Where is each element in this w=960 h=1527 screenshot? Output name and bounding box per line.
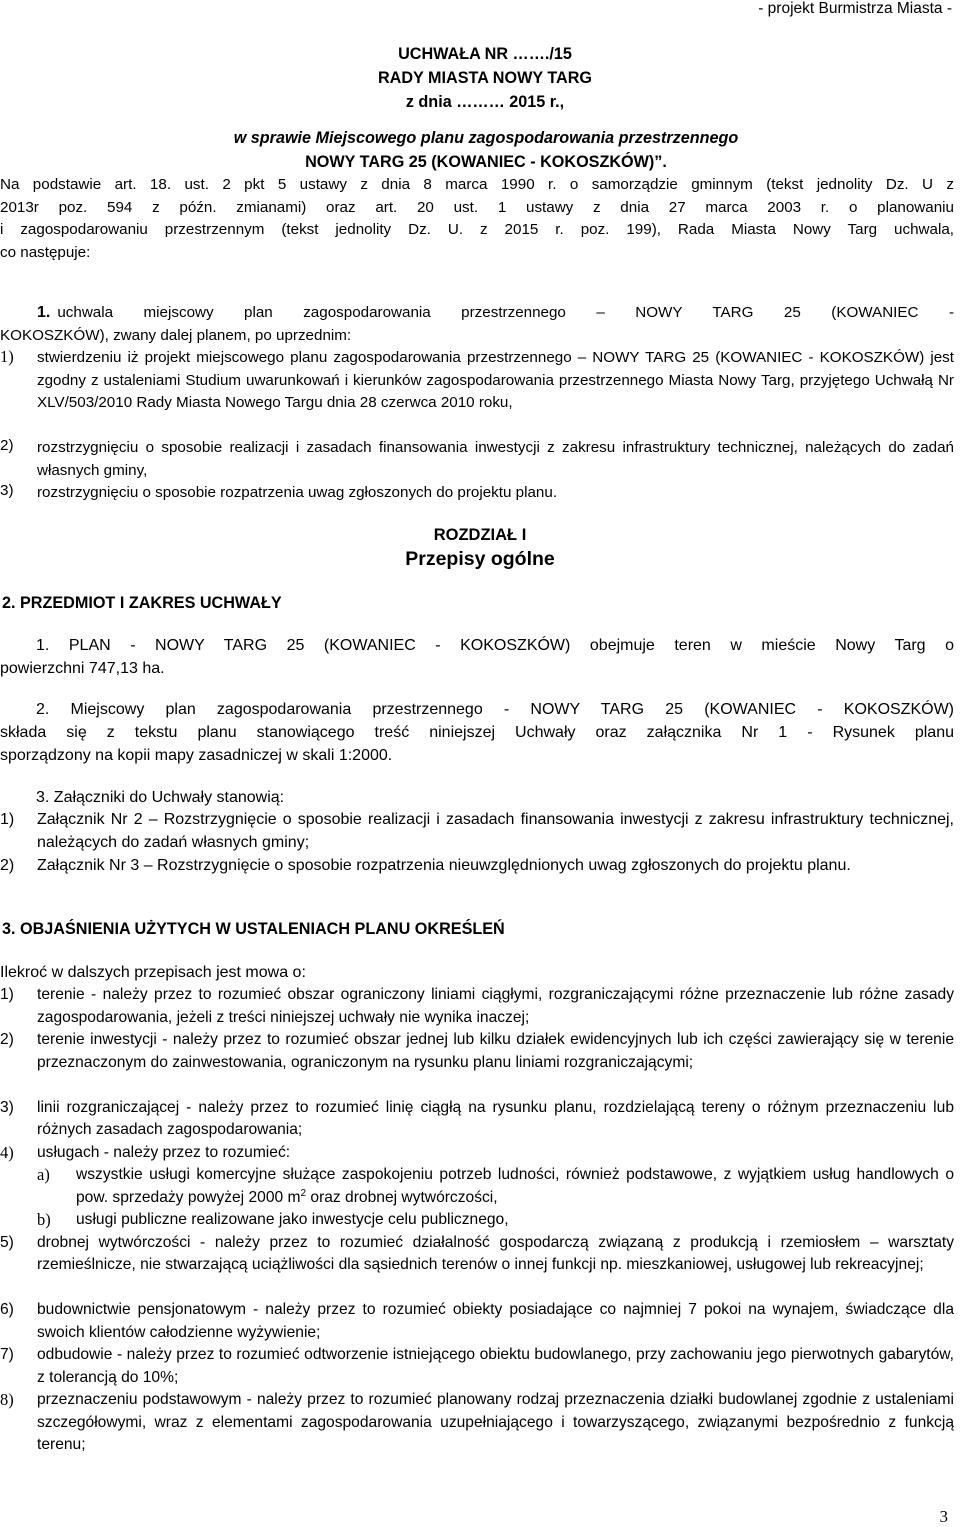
section-3-intro: Ilekroć w dalszych przepisach jest mowa o: bbox=[0, 964, 306, 981]
definition-item bbox=[0, 1389, 954, 1457]
superscript: 2 bbox=[300, 1187, 307, 1199]
item-text: odbudowie - należy przez to rozumieć odtworzenie istniejącego obiektu budowlanego, przy zachowaniu jego pierwotnych gabarytów, z tolerancją do 10%; bbox=[37, 1346, 954, 1386]
item-number: 7) bbox=[0, 1346, 14, 1363]
definitions-list bbox=[0, 984, 954, 1457]
p2-line-2: składa się z tekstu planu stanowiącego treść niniejszej Uchwały oraz załącznika Nr 1 - Rysunek planu bbox=[0, 724, 954, 741]
section-1-intro bbox=[0, 302, 954, 347]
item-text: Załącznik Nr 2 – Rozstrzygnięcie o sposobie realizacji i zasadach finansowania inwestycji z zakresu infrastruktury technicznej, należących do zadań własnych gminy; bbox=[37, 811, 954, 851]
definition-item bbox=[0, 1097, 954, 1142]
subitem-text: usługi publiczne realizowane jako inwestycje celu publicznego, bbox=[76, 1211, 509, 1228]
item-text: Załącznik Nr 3 – Rozstrzygnięcie o sposobie rozpatrzenia nieuwzględnionych uwag zgłoszonych do projektu planu. bbox=[37, 857, 851, 874]
subitem-text-part: oraz drobnej wytwórczości, bbox=[306, 1188, 498, 1206]
section-1-item-1 bbox=[0, 347, 954, 437]
item-text: rozstrzygnięciu o sposobie realizacji i zasadach finansowania inwestycji z zakresu infrastruktury technicznej, należących do zadań własnych gminy, bbox=[37, 439, 954, 479]
p2-line-1: 2. Miejscowy plan zagospodarowania przestrzennego - NOWY TARG 25 (KOWANIEC - KOKOSZKÓW) bbox=[36, 701, 954, 718]
chapter-label: ROZDZIAŁ I bbox=[433, 526, 527, 544]
section-2-paragraph-1 bbox=[0, 634, 954, 680]
item-number: 2) bbox=[0, 1031, 14, 1048]
section-2-heading: 2. PRZEDMIOT I ZAKRES UCHWAŁY bbox=[2, 594, 282, 612]
section-1-line-1: uchwala miejscowy plan zagospodarowania przestrzennego – NOWY TARG 25 (KOWANIEC - bbox=[57, 304, 954, 321]
item-number: 4) bbox=[0, 1142, 14, 1162]
chapter-heading bbox=[0, 524, 960, 571]
preamble-line-4: co następuje: bbox=[0, 243, 91, 261]
item-text: budownictwie pensjonatowym - należy przez to rozumieć obiekty posiadające co najmniej 7 pokoi na wynajem, świadczące dla swoich klientów całodzienne wyżywienie; bbox=[37, 1301, 954, 1341]
item-text: drobnej wytwórczości - należy przez to rozumieć działalność gospodarczą związaną z produkcją i rzemiosłem – warsztaty rzemieślnicze, nie stwarzającą uciążliwości dla sąsiednich terenów o innej funkcji np. mieszkaniowej, usługowej lub rekreacyjnej; bbox=[37, 1233, 954, 1273]
section-1-first-line bbox=[0, 302, 954, 325]
section-3-heading: 3. OBJAŚNIENIA UŻYTYCH W USTALENIACH PLANU OKREŚLEŃ bbox=[2, 920, 505, 938]
project-note: - projekt Burmistrza Miasta - bbox=[758, 0, 952, 17]
definition-item bbox=[0, 1344, 954, 1389]
item-text: przeznaczeniu podstawowym - należy przez to rozumieć planowany rodzaj przeznaczenia działki budowlanej zgodnie z ustaleniami szczegółowymi, wraz z elementami zagospodarowania uzupełniającego i towarzyszącego, związanymi bezpośrednio z funkcją terenu; bbox=[37, 1391, 954, 1453]
subitem-text bbox=[76, 1164, 954, 1209]
item-number: 5) bbox=[0, 1233, 14, 1251]
definition-item bbox=[0, 1299, 954, 1344]
section-2-paragraph-3-intro: 3. Załączniki do Uchwały stanowią: bbox=[36, 789, 285, 806]
p1-line-1: 1. PLAN - NOWY TARG 25 (KOWANIEC - KOKOSZKÓW) obejmuje teren w mieście Nowy Targ o bbox=[36, 637, 954, 654]
subitem-text-part: wszystkie usługi komercyjne służące zaspokojeniu potrzeb ludności, również podstawowe, z wyjątkiem usług handlowych o pow. sprzedaży powyżej 2000 m bbox=[76, 1166, 954, 1206]
item-text: linii rozgraniczającej - należy przez to rozumieć linię ciągłą na rysunku planu, rozdzielającą tereny o różnym przeznaczeniu lub różnych zasadach zagospodarowania; bbox=[37, 1098, 954, 1138]
subject-line-1: w sprawie Miejscowego planu zagospodarowania przestrzennego bbox=[233, 129, 739, 147]
item-text: terenie inwestycji - należy przez to rozumieć obszar jednej lub kilku działek ewidencyjnych lub ich części zawierający się w terenie przeznaczonym do zainwestowania, ograniczonym na rysunku planu liniami rozgraniczającymi; bbox=[37, 1031, 954, 1071]
preamble-line-3: i zagospodarowaniu przestrzennym (tekst jednolity Dz. U. z 2015 r. poz. 199), Rada Miasta Nowy Targ uchwala, bbox=[0, 221, 954, 238]
title-line-number: UCHWAŁA NR ……./15 bbox=[398, 45, 572, 63]
p2-line-3: sporządzony na kopii mapy zasadniczej w skali 1:2000. bbox=[0, 747, 393, 764]
section-2-attachment-2 bbox=[0, 854, 954, 900]
item-number: 8) bbox=[0, 1390, 14, 1409]
preamble-line-1: Na podstawie art. 18. ust. 2 pkt 5 ustawy z dnia 8 marca 1990 r. o samorządzie gminnym (tekst jednolity Dz. U z bbox=[0, 176, 954, 193]
item-text: rozstrzygnięciu o sposobie rozpatrzenia uwag zgłoszonych do projektu planu. bbox=[37, 484, 558, 501]
chapter-title: Przepisy ogólne bbox=[405, 548, 555, 570]
definition-subitem bbox=[0, 1164, 954, 1209]
definition-subitem bbox=[0, 1209, 954, 1232]
p1-line-2: powierzchni 747,13 ha. bbox=[0, 660, 165, 677]
preamble-line-2: 2013r poz. 594 z późn. zmianami) oraz art. 20 ust. 1 ustawy z dnia 27 marca 2003 r. o planowaniu bbox=[0, 198, 954, 216]
definition-item bbox=[0, 1232, 954, 1300]
page-number: 3 bbox=[939, 1507, 948, 1526]
item-number: 6) bbox=[0, 1301, 14, 1318]
section-1-line-2: KOKOSZKÓW), zwany dalej planem, po uprzednim: bbox=[0, 326, 352, 344]
item-text: stwierdzeniu iż projekt miejscowego planu zagospodarowania przestrzennego – NOWY TARG 25 (KOWANIEC - KOKOSZKÓW) jest zgodny z ustaleniami Studium uwarunkowań i kierunków zagospodarowania przestrzennego Miasta Nowy Targ, przyjętego Uchwałą Nr XLV/503/2010 Rady Miasta Nowego Targu dnia 28 czerwca 2010 roku, bbox=[37, 349, 954, 411]
definition-item bbox=[0, 984, 954, 1029]
subitem-letter: b) bbox=[37, 1210, 51, 1229]
section-2-attachment-1 bbox=[0, 808, 954, 854]
item-number: 2) bbox=[0, 857, 15, 874]
section-1-number: 1. bbox=[37, 304, 51, 321]
resolution-title bbox=[0, 42, 960, 114]
subject-line-2: NOWY TARG 25 (KOWANIEC - KOKOSZKÓW)”. bbox=[305, 153, 667, 171]
subitem-letter: a) bbox=[37, 1165, 50, 1184]
item-number: 1) bbox=[0, 986, 14, 1003]
title-line-date: z dnia ……… 2015 r., bbox=[405, 93, 565, 111]
definition-item bbox=[0, 1029, 954, 1097]
item-text: terenie - należy przez to rozumieć obszar ograniczony liniami ciągłymi, rozgraniczającymi różne przeznaczenie lub różne zasady zagospodarowania, jeżeli z treści niniejszej uchwały nie wynika inaczej; bbox=[37, 986, 954, 1026]
item-number: 1) bbox=[0, 347, 14, 366]
item-text: usługach - należy przez to rozumieć: bbox=[37, 1143, 291, 1161]
preamble bbox=[0, 174, 954, 264]
definition-item bbox=[0, 1142, 954, 1165]
title-line-council: RADY MIASTA NOWY TARG bbox=[377, 69, 593, 87]
item-number: 3) bbox=[0, 482, 14, 499]
section-2-paragraph-2 bbox=[0, 698, 954, 767]
section-1-item-3 bbox=[0, 482, 954, 505]
item-number: 2) bbox=[0, 437, 14, 454]
resolution-subject bbox=[0, 126, 960, 174]
item-number: 3) bbox=[0, 1098, 14, 1116]
section-1-item-2 bbox=[0, 437, 954, 482]
item-number: 1) bbox=[0, 811, 15, 828]
